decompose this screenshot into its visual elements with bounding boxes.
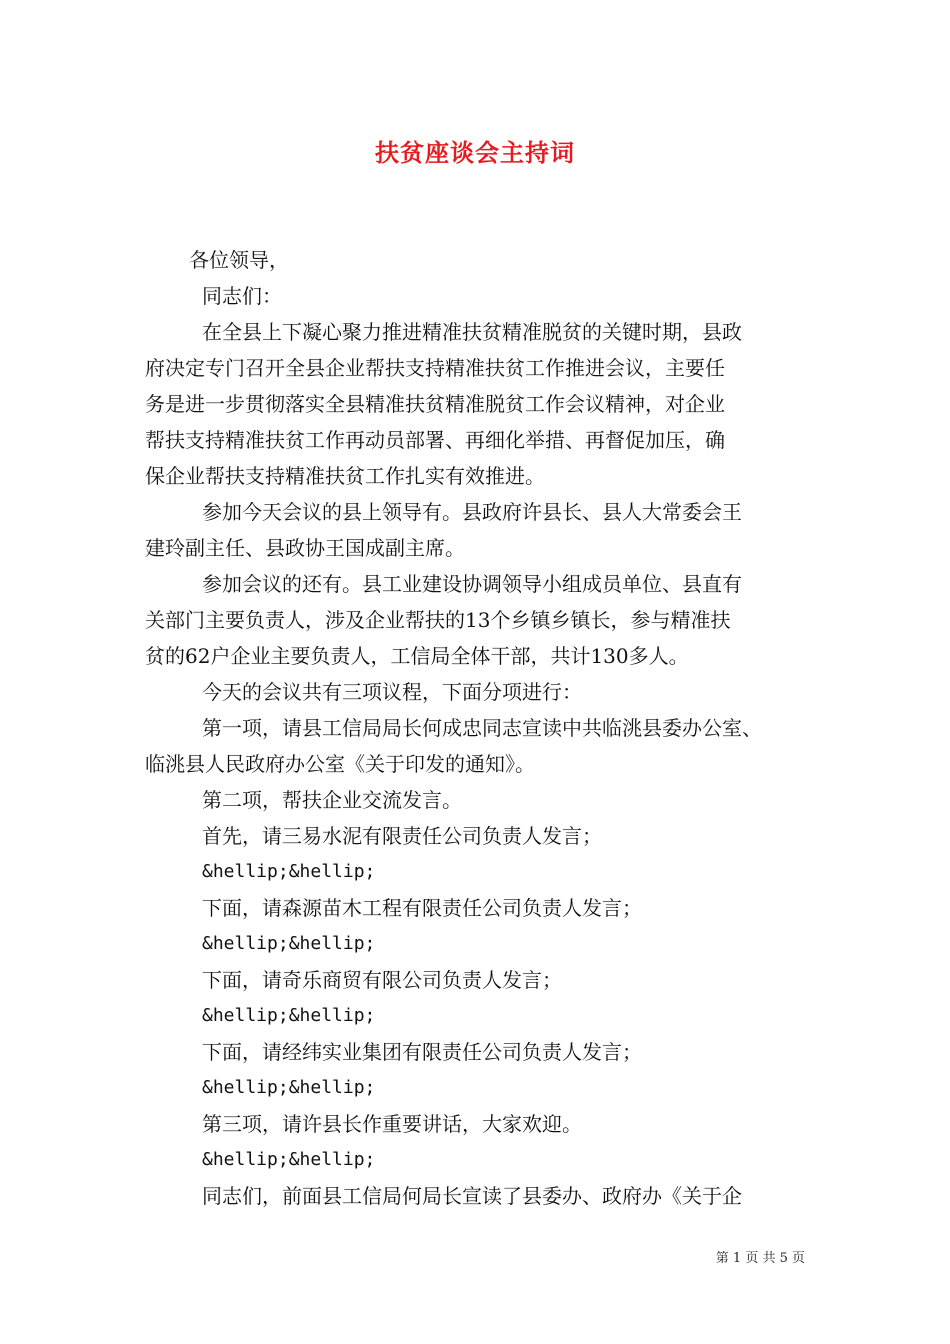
salutation-line: 同志们： — [202, 284, 282, 308]
page-number: 第 1 页 共 5 页 — [715, 1251, 805, 1266]
paragraph-line: 建玲副主任、县政协王国成副主席。 — [145, 536, 465, 560]
ellipsis-line: &hellip;&hellip; — [202, 1149, 376, 1170]
paragraph-line: 府决定专门召开全县企业帮扶支持精准扶贫工作推进会议，主要任 — [145, 356, 725, 380]
paragraph-line: 第二项，帮扶企业交流发言。 — [202, 788, 462, 812]
salutation-line: 各位领导， — [189, 248, 289, 272]
paragraph-line: 关部门主要负责人，涉及企业帮扶的13个乡镇乡镇长，参与精准扶 — [145, 608, 731, 632]
paragraph-line: 下面，请森源苗木工程有限责任公司负责人发言； — [202, 896, 642, 920]
paragraph-line: 务是进一步贯彻落实全县精准扶贫精准脱贫工作会议精神，对企业 — [145, 392, 725, 416]
ellipsis-line: &hellip;&hellip; — [202, 1077, 376, 1098]
paragraph-line: 参加会议的还有。县工业建设协调领导小组成员单位、县直有 — [202, 572, 742, 596]
document-body — [145, 242, 805, 1214]
paragraph-line: 帮扶支持精准扶贫工作再动员部署、再细化举措、再督促加压，确 — [145, 428, 725, 452]
paragraph-line: 保企业帮扶支持精准扶贫工作扎实有效推进。 — [145, 464, 545, 488]
paragraph-line: 第一项，请县工信局局长何成忠同志宣读中共临洮县委办公室、 — [202, 716, 762, 740]
paragraph-line: 临洮县人民政府办公室《关于印发的通知》。 — [145, 752, 535, 776]
ellipsis-line: &hellip;&hellip; — [202, 933, 376, 954]
page-title: 扶贫座谈会主持词 — [375, 138, 575, 167]
paragraph-line: 第三项，请许县长作重要讲话，大家欢迎。 — [202, 1112, 582, 1136]
paragraph-line: 同志们，前面县工信局何局长宣读了县委办、政府办《关于企 — [202, 1184, 742, 1208]
paragraph-line: 下面，请奇乐商贸有限公司负责人发言； — [202, 968, 562, 992]
ellipsis-line: &hellip;&hellip; — [202, 1005, 376, 1026]
paragraph-line: 在全县上下凝心聚力推进精准扶贫精准脱贫的关键时期，县政 — [202, 320, 742, 344]
ellipsis-line: &hellip;&hellip; — [202, 861, 376, 882]
paragraph-line: 下面，请经纬实业集团有限责任公司负责人发言； — [202, 1040, 642, 1064]
paragraph-line: 今天的会议共有三项议程，下面分项进行： — [202, 680, 582, 704]
paragraph-line: 首先，请三易水泥有限责任公司负责人发言； — [202, 824, 602, 848]
paragraph-line: 参加今天会议的县上领导有。县政府许县长、县人大常委会王 — [202, 500, 742, 524]
paragraph-line: 贫的62户企业主要负责人，工信局全体干部，共计130多人。 — [145, 644, 689, 668]
